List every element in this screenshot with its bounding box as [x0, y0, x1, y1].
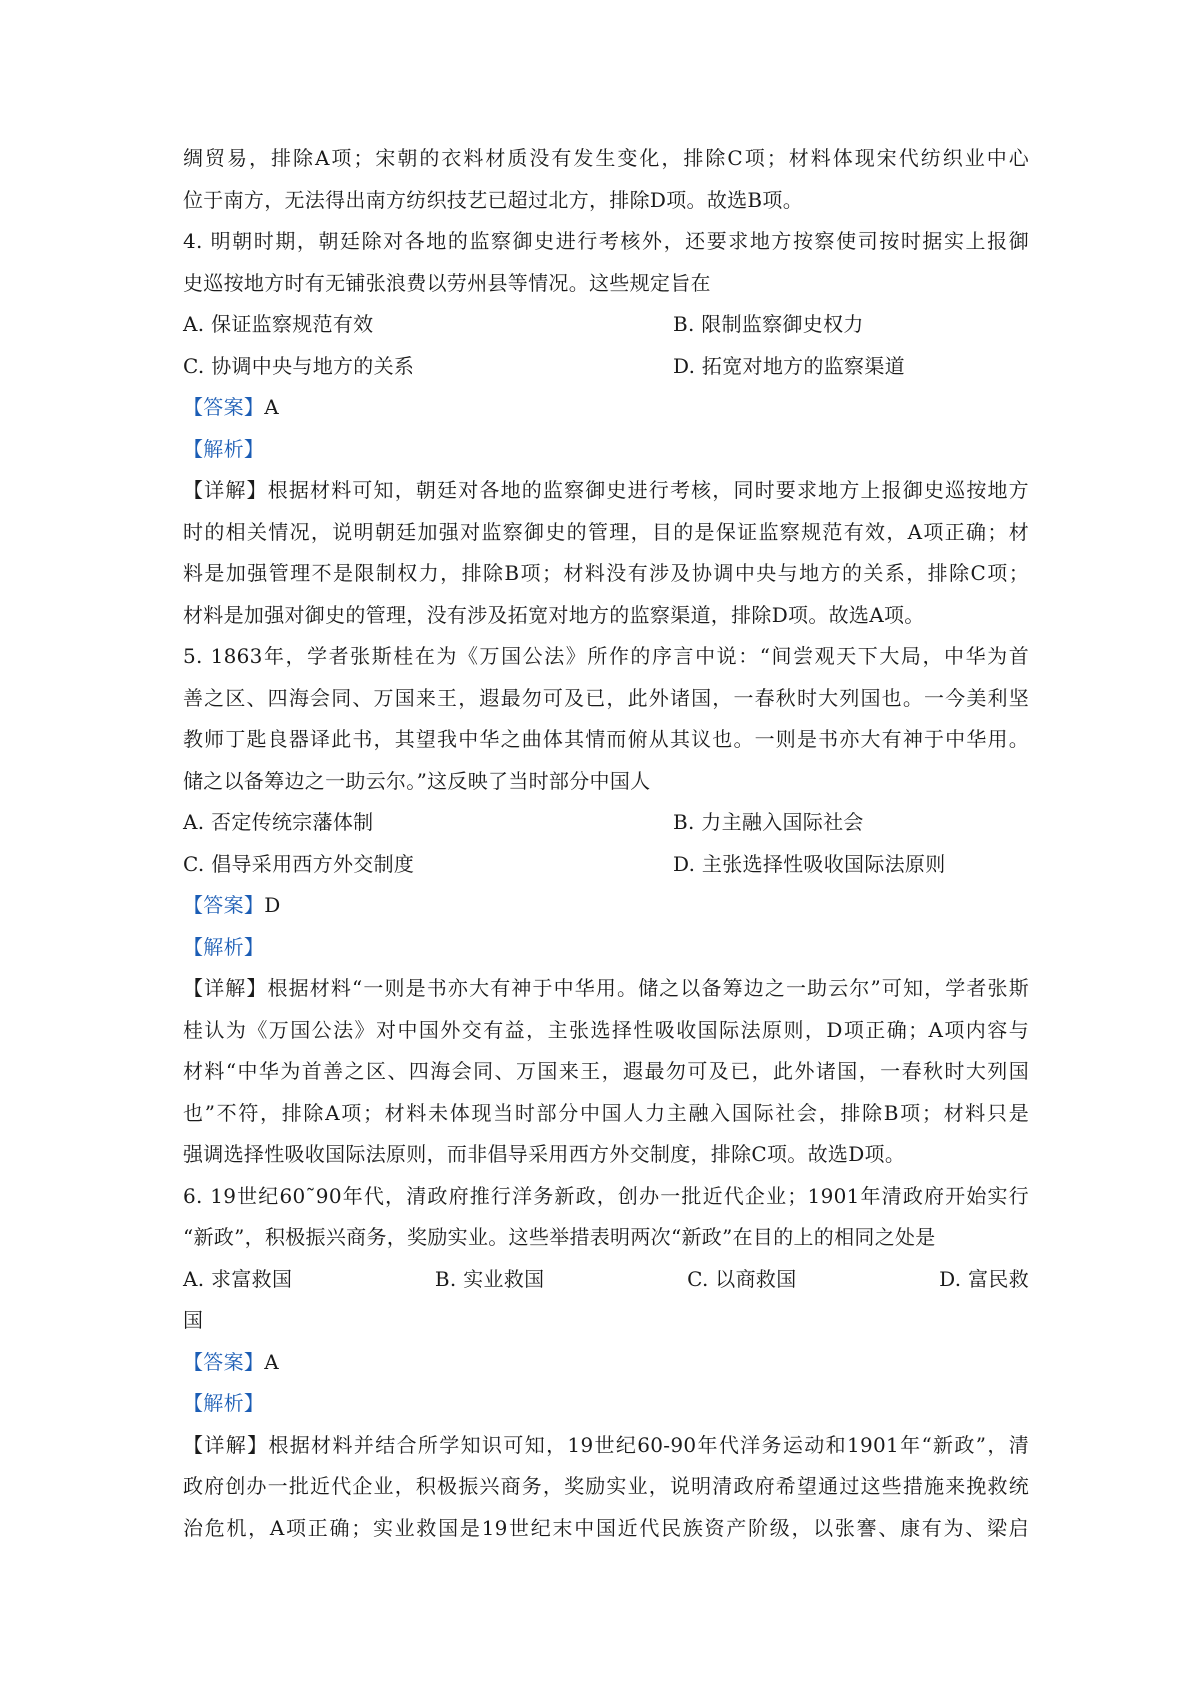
question-4	[183, 221, 1029, 636]
answer-value: D	[264, 893, 281, 917]
detail-line: 治危机，A项正确；实业救国是19世纪末中国近代民族资产阶级，以张謇、康有为、梁启	[183, 1515, 1029, 1540]
answer-tag: 【答案】	[183, 893, 265, 917]
detail-line: 时的相关情况，说明朝廷加强对监察御史的管理，目的是保证监察规范有效，A项正确；材	[183, 519, 1029, 544]
option-wrap-line: 国	[183, 1308, 204, 1332]
question-stem-line: 储之以备筹边之一助云尔。”这反映了当时部分中国人	[183, 768, 651, 793]
detail-tag: 【详解】	[183, 478, 268, 502]
option-d: D. 主张选择性吸收国际法原则	[673, 851, 946, 876]
detail-line	[183, 968, 1029, 1010]
option-d: D. 富民救	[939, 1266, 1029, 1291]
detail-line: 政府创办一批近代企业，积极振兴商务，奖励实业，说明清政府希望通过这些措施来挽救统	[183, 1474, 1029, 1498]
option-c: C. 协调中央与地方的关系	[183, 353, 415, 378]
answer-value: A	[264, 395, 279, 419]
answer-line	[183, 1342, 1029, 1384]
question-6	[183, 1176, 1029, 1550]
question-stem-line: 善之区、四海会同、万国来王，遐最勿可及已，此外诸国，一春秋时大列国也。一今美利坚	[183, 685, 1029, 710]
option-b: B. 力主融入国际社会	[673, 810, 864, 834]
detail-text: 根据材料并结合所学知识可知，19世纪60-90年代洋务运动和1901年“新政”，清	[268, 1432, 1029, 1457]
option-row	[183, 304, 1029, 346]
option-c: C. 倡导采用西方外交制度	[183, 851, 415, 876]
continuation-line: 绸贸易，排除A项；宋朝的衣料材质没有发生变化，排除C项；材料体现宋代纺织业中心	[183, 146, 1029, 170]
option-a: A. 保证监察规范有效	[183, 312, 374, 336]
detail-line: 也”不符，排除A项；材料未体现当时部分中国人力主融入国际社会，排除B项；材料只是	[183, 1100, 1029, 1125]
answer-tag: 【答案】	[183, 1349, 265, 1374]
question-stem-line: 6. 19世纪60˜90年代，清政府推行洋务新政，创办一批近代企业；1901年清政府开始实行	[183, 1183, 1029, 1208]
analysis-tag: 【解析】	[183, 436, 265, 461]
option-row	[183, 1259, 1029, 1301]
detail-line: 强调选择性吸收国际法原则，而非倡导采用西方外交制度，排除C项。故选D项。	[183, 1142, 906, 1166]
detail-tag: 【详解】	[183, 976, 268, 1000]
option-d: D. 拓宽对地方的监察渠道	[673, 353, 905, 378]
page-content	[183, 138, 1029, 1549]
detail-text: 根据材料可知，朝廷对各地的监察御史进行考核，同时要求地方上报御史巡按地方	[267, 478, 1029, 502]
question-stem-line: “新政”，积极振兴商务，奖励实业。这些举措表明两次“新政”在目的上的相同之处是	[183, 1225, 936, 1249]
detail-line: 桂认为《万国公法》对中国外交有益，主张选择性吸收国际法原则，D项正确；A项内容与	[183, 1017, 1029, 1042]
answer-line	[183, 885, 1029, 927]
option-b: B. 实业救国	[434, 1266, 545, 1291]
answer-value: A	[264, 1349, 279, 1374]
question-5	[183, 636, 1029, 1176]
question-stem-line: 史巡按地方时有无铺张浪费以劳州县等情况。这些规定旨在	[183, 270, 711, 295]
question-stem-line: 5. 1863年，学者张斯桂在为《万国公法》所作的序言中说：“间尝观天下大局，中华为首	[183, 644, 1029, 668]
option-b: B. 限制监察御史权力	[673, 312, 864, 336]
answer-tag: 【答案】	[183, 395, 265, 419]
option-row	[183, 844, 1029, 886]
answer-line	[183, 387, 1029, 429]
detail-text: 根据材料“一则是书亦大有神于中华用。储之以备筹边之一助云尔”可知，学者张斯	[267, 976, 1029, 1000]
analysis-tag: 【解析】	[183, 934, 265, 959]
detail-line: 材料是加强对御史的管理，没有涉及拓宽对地方的监察渠道，排除D项。故选A项。	[183, 602, 925, 627]
analysis-tag: 【解析】	[183, 1391, 265, 1415]
detail-line: 料是加强管理不是限制权力，排除B项；材料没有涉及协调中央与地方的关系，排除C项；	[183, 561, 1029, 585]
option-a: A. 否定传统宗藩体制	[183, 810, 374, 834]
option-row	[183, 346, 1029, 388]
detail-line	[183, 470, 1029, 512]
option-a: A. 求富救国	[183, 1266, 293, 1291]
continuation-line: 位于南方，无法得出南方纺织技艺已超过北方，排除D项。故选B项。	[183, 187, 804, 212]
option-c: C. 以商救国	[687, 1266, 797, 1291]
question-stem-line: 教师丁匙良器译此书，其望我中华之曲体其情而俯从其议也。一则是书亦大有神于中华用。	[183, 727, 1029, 751]
question-stem-line: 4. 明朝时期，朝廷除对各地的监察御史进行考核外，还要求地方按察使司按时据实上报御	[183, 229, 1029, 253]
detail-line: 材料“中华为首善之区、四海会同、万国来王，遐最勿可及已，此外诸国，一春秋时大列国	[183, 1059, 1029, 1083]
option-row	[183, 802, 1029, 844]
detail-line	[183, 1425, 1029, 1467]
detail-tag: 【详解】	[183, 1432, 269, 1457]
